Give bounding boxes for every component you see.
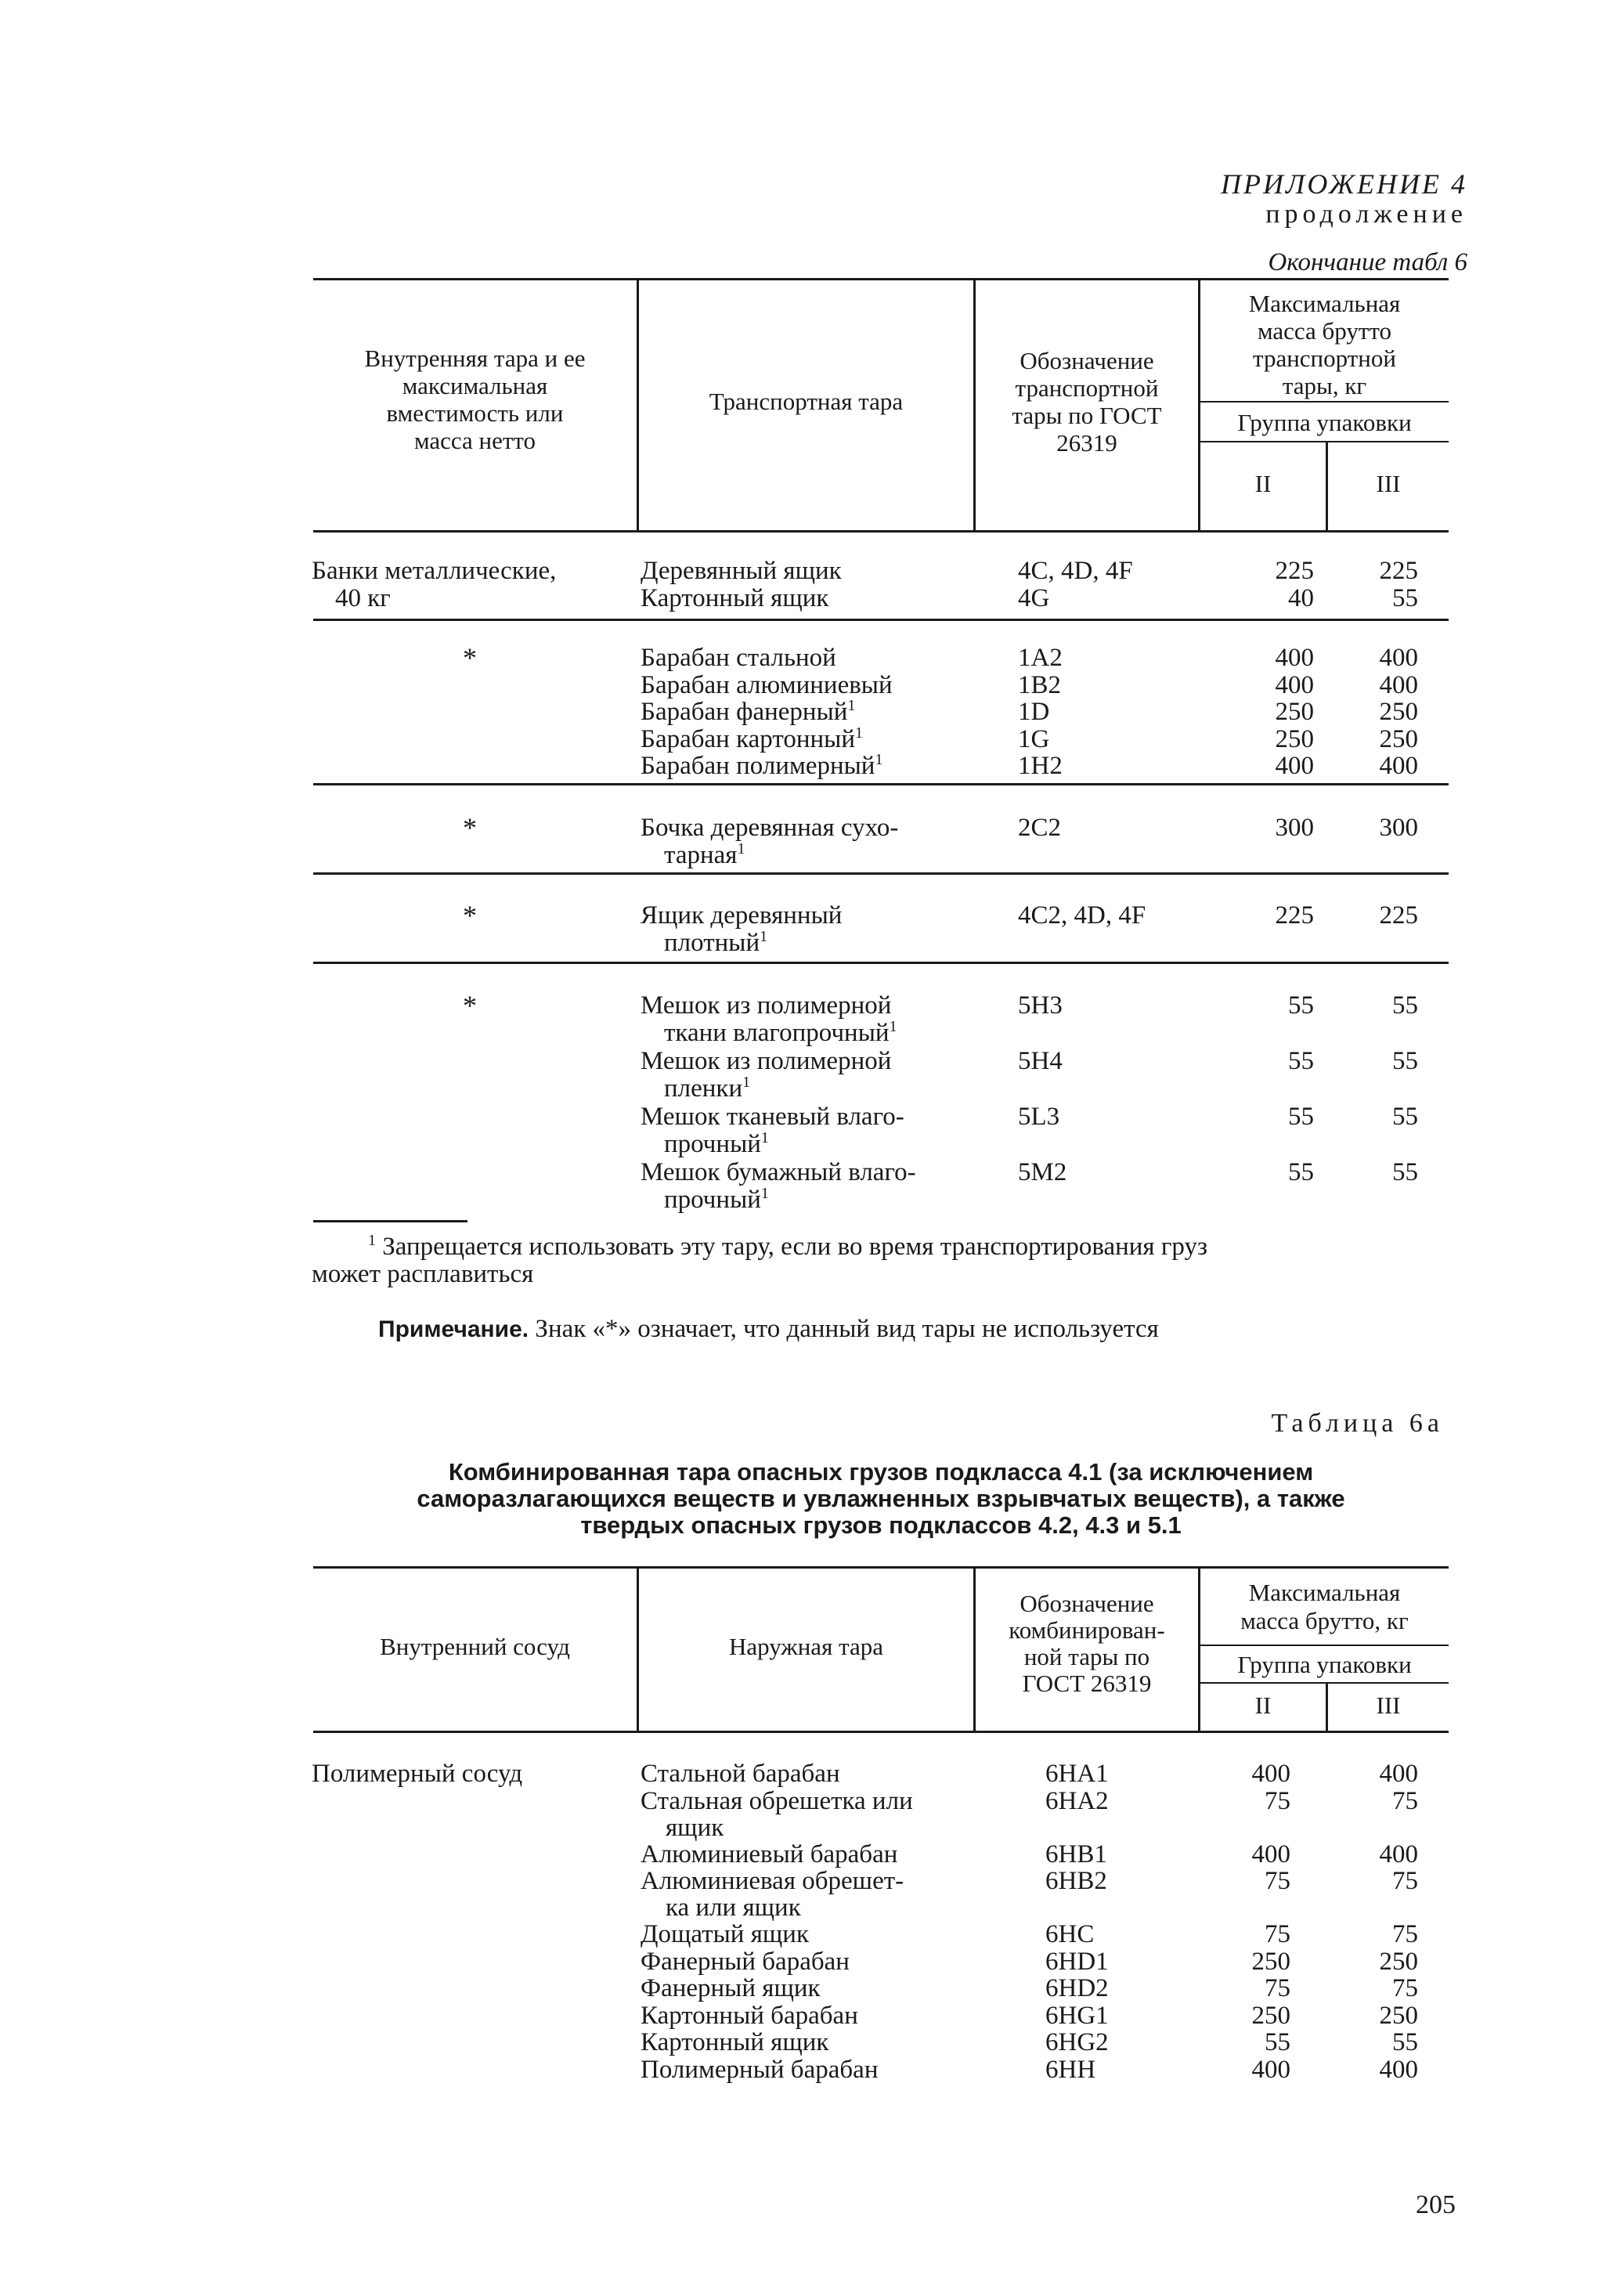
transport-tara: прочный$^1$ <box>664 1128 769 1158</box>
header-gost-code: Обозначение <box>1020 347 1154 374</box>
gost-code: 6НН <box>1045 2055 1096 2084</box>
gost-code: 1D <box>1018 698 1050 726</box>
mass-group-ii: 40 <box>1288 583 1314 612</box>
header-divider <box>1198 441 1449 442</box>
mass-group-iii: 55 <box>1392 1158 1418 1186</box>
note-text: Знак «*» означает, что данный вид тары не используется <box>535 1315 1159 1343</box>
mass-group-iii: 400 <box>1379 670 1418 699</box>
outer-tara: Дощатый ящик <box>641 1920 809 1948</box>
header-max-mass: Максимальная <box>1248 1579 1401 1606</box>
outer-tara: ка или ящик <box>666 1894 801 1922</box>
mass-group-ii: 250 <box>1251 2001 1290 2030</box>
mass-group-ii: 400 <box>1251 1840 1290 1868</box>
gost-code: 6НА1 <box>1045 1760 1109 1788</box>
footnote-ref: 1 <box>847 697 856 714</box>
not-used-marker: * <box>463 900 477 931</box>
group-rule <box>313 872 1449 875</box>
inner-vessel: Полимерный сосуд <box>312 1760 523 1788</box>
transport-tara: плотный$^1$ <box>664 927 768 957</box>
mass-group-ii: 75 <box>1265 1920 1290 1948</box>
mass-group-iii: 400 <box>1379 752 1418 780</box>
title-line: Комбинированная тара опасных грузов подкласса 4.1 (за исключением <box>448 1458 1314 1486</box>
header-max-mass: масса брутто, кг <box>1240 1607 1409 1634</box>
mass-group-iii: 55 <box>1392 2028 1418 2056</box>
mass-group-ii: 400 <box>1275 752 1314 780</box>
transport-tara: Мешок бумажный влаго- <box>641 1158 916 1186</box>
group-rule <box>313 962 1449 964</box>
mass-group-iii: 75 <box>1392 1867 1418 1895</box>
transport-tara: прочный$^1$ <box>664 1184 769 1214</box>
mass-group-iii: 55 <box>1392 1103 1418 1131</box>
mass-group-ii: 225 <box>1275 901 1314 930</box>
gost-code: 5Н4 <box>1018 1047 1063 1075</box>
table-end-label: Окончание табл 6 <box>1268 248 1467 276</box>
footnote-line-1 <box>368 1233 1207 1261</box>
transport-tara: Барабан стальной <box>641 644 836 672</box>
mass-group-iii: 250 <box>1379 2001 1418 2030</box>
title-line: саморазлагающихся веществ и увлажненных взрывчатых веществ), а также <box>417 1485 1345 1512</box>
mass-group-ii: 55 <box>1288 1158 1314 1186</box>
gost-code: 4С, 4D, 4F <box>1018 557 1133 585</box>
mass-group-iii: 400 <box>1379 2055 1418 2084</box>
mass-group-ii: 55 <box>1288 1103 1314 1131</box>
inner-tara: 40 кг <box>335 583 391 612</box>
mass-group-iii: 400 <box>1379 1760 1418 1788</box>
transport-tara: Барабан картонный$^1$ <box>641 724 863 753</box>
header-divider <box>1198 401 1449 403</box>
mass-group-ii: 400 <box>1275 670 1314 699</box>
mass-group-ii: 250 <box>1275 698 1314 726</box>
header-max-mass: Максимальная <box>1248 290 1401 317</box>
footnote-ref: 1 <box>760 927 768 945</box>
transport-tara: Барабан алюминиевый <box>641 670 893 699</box>
not-used-marker: * <box>463 642 477 673</box>
mass-group-iii: 250 <box>1379 1947 1418 1976</box>
mass-group-iii: 400 <box>1379 1840 1418 1868</box>
header-divider <box>1198 1645 1449 1646</box>
transport-tara: Деревянный ящик <box>641 557 842 585</box>
footnote-ref: 1 <box>737 839 745 857</box>
gost-code: 6HD1 <box>1045 1947 1109 1976</box>
transport-tara: пленки$^1$ <box>664 1073 751 1103</box>
header-group-iii: III <box>1376 1692 1401 1719</box>
header-inner-tara: вместимость или <box>386 399 564 427</box>
header-max-mass: масса брутто <box>1257 317 1392 345</box>
mass-group-iii: 225 <box>1379 557 1418 585</box>
gost-code: 2С2 <box>1018 814 1062 842</box>
transport-tara: Барабан полимерный$^1$ <box>641 751 883 780</box>
not-used-marker: * <box>463 990 477 1021</box>
transport-tara: Мешок из полимерной <box>641 1047 892 1075</box>
footnote-ref: 1 <box>760 1184 769 1202</box>
mass-group-iii: 75 <box>1392 1974 1418 2002</box>
mass-group-iii: 250 <box>1379 698 1418 726</box>
footnote-ref: 1 <box>875 751 883 768</box>
header-packing-group: Группа упаковки <box>1237 1651 1412 1678</box>
footnote-line-2: может расплавиться <box>312 1260 534 1288</box>
outer-tara: Картонный барабан <box>641 2001 858 2030</box>
mass-group-ii: 55 <box>1288 991 1314 1020</box>
gost-code: 4G <box>1018 583 1050 612</box>
gost-code: 5L3 <box>1018 1103 1060 1131</box>
mass-group-ii: 75 <box>1265 1974 1290 2002</box>
header-inner-vessel: Внутренний сосуд <box>380 1633 570 1660</box>
header-max-mass: транспортной <box>1253 345 1396 372</box>
mass-group-iii: 55 <box>1392 1047 1418 1075</box>
note-label: Примечание. <box>378 1316 529 1342</box>
mass-group-ii: 250 <box>1275 724 1314 753</box>
mass-group-iii: 225 <box>1379 901 1418 930</box>
gost-code: 5М2 <box>1018 1158 1067 1186</box>
header-gost-code: тары по ГОСТ <box>1012 402 1162 429</box>
gost-code: 1А2 <box>1018 644 1063 672</box>
header-group-ii: II <box>1254 470 1272 497</box>
group-rule <box>313 783 1449 785</box>
mass-group-iii: 250 <box>1379 724 1418 753</box>
outer-tara: Фанерный барабан <box>641 1947 850 1976</box>
outer-tara: Полимерный барабан <box>641 2055 879 2084</box>
header-inner-tara: масса нетто <box>413 427 536 454</box>
outer-tara: Алюминиевая обрешет- <box>641 1867 904 1895</box>
header-transport-tara: Транспортная тара <box>709 388 904 415</box>
table-top-rule <box>313 1566 1449 1569</box>
transport-tara: ткани влагопрочный$^1$ <box>664 1017 897 1047</box>
outer-tara: ящик <box>666 1813 724 1842</box>
not-used-marker: * <box>463 812 477 843</box>
header-gost-code: Обозначение <box>1020 1590 1154 1617</box>
gost-code: 1G <box>1018 724 1050 753</box>
outer-tara: Картонный ящик <box>641 2028 829 2056</box>
header-gost-code: ной тары по <box>1023 1643 1150 1670</box>
inner-tara: Банки металлические, <box>312 557 557 585</box>
mass-group-iii: 55 <box>1392 583 1418 612</box>
note <box>378 1316 1159 1343</box>
footnote-ref: 1 <box>854 724 863 742</box>
mass-group-ii: 55 <box>1288 1047 1314 1075</box>
header-outer-tara: Наружная тара <box>728 1633 884 1660</box>
continuation-label: продолжение <box>1265 200 1467 229</box>
mass-group-ii: 225 <box>1275 557 1314 585</box>
mass-group-iii: 300 <box>1379 814 1418 842</box>
header-inner-tara: Внутренняя тара и ее <box>364 345 586 372</box>
mass-group-ii: 250 <box>1251 1947 1290 1976</box>
transport-tara: Картонный ящик <box>641 583 829 612</box>
mass-group-ii: 400 <box>1275 644 1314 672</box>
transport-tara: Мешок тканевый влаго- <box>641 1103 904 1131</box>
mass-group-iii: 75 <box>1392 1920 1418 1948</box>
mass-group-iii: 400 <box>1379 644 1418 672</box>
header-divider <box>1198 1682 1449 1684</box>
footnote-ref: 1 <box>889 1017 897 1035</box>
gost-code: 6HG2 <box>1045 2028 1109 2056</box>
outer-tara: Алюминиевый барабан <box>641 1840 898 1868</box>
mass-group-ii: 400 <box>1251 2055 1290 2084</box>
gost-code: 6НВ1 <box>1045 1840 1107 1868</box>
gost-code: 6НВ2 <box>1045 1867 1107 1895</box>
header-packing-group: Группа упаковки <box>1237 409 1412 436</box>
table-top-rule <box>313 278 1449 280</box>
transport-tara: Бочка деревянная сухо- <box>641 814 899 842</box>
gost-code: 6НА2 <box>1045 1786 1109 1815</box>
footnote-ref: 1 <box>742 1073 751 1091</box>
footnote-ref: 1 <box>760 1128 769 1146</box>
title-line: твердых опасных грузов подклассов 4.2, 4.3 и 5.1 <box>580 1511 1182 1539</box>
transport-tara: Барабан фанерный$^1$ <box>641 697 856 726</box>
transport-tara: Мешок из полимерной <box>641 991 892 1020</box>
appendix-title: ПРИЛОЖЕНИЕ 4 <box>1221 168 1467 200</box>
header-gost-code: транспортной <box>1015 374 1159 402</box>
outer-tara: Стальной барабан <box>641 1760 840 1788</box>
gost-code: 1В2 <box>1018 670 1062 699</box>
table-6a-label: Таблица 6а <box>1271 1409 1444 1438</box>
header-group-iii: III <box>1376 470 1401 497</box>
gost-code: 6HD2 <box>1045 1974 1109 2002</box>
header-gost-code: ГОСТ 26319 <box>1022 1670 1152 1697</box>
gost-code: 6HG1 <box>1045 2001 1109 2030</box>
footnote-marker: 1 <box>368 1232 376 1249</box>
header-bottom-rule <box>313 530 1449 533</box>
transport-tara: тарная$^1$ <box>664 839 745 869</box>
mass-group-iii: 75 <box>1392 1786 1418 1815</box>
header-group-ii: II <box>1254 1692 1272 1719</box>
header-max-mass: тары, кг <box>1282 372 1367 399</box>
gost-code: 1Н2 <box>1018 752 1063 780</box>
footnote-text: Запрещается использовать эту тару, если во время транспортирования груз <box>382 1233 1207 1261</box>
gost-code: 6НС <box>1045 1920 1095 1948</box>
mass-group-ii: 75 <box>1265 1786 1290 1815</box>
page-number: 205 <box>1416 2190 1456 2219</box>
mass-group-ii: 400 <box>1251 1760 1290 1788</box>
header-gost-code: комбинирован- <box>1009 1616 1165 1644</box>
header-inner-tara: максимальная <box>402 372 548 399</box>
mass-group-ii: 75 <box>1265 1867 1290 1895</box>
outer-tara: Фанерный ящик <box>641 1974 821 2002</box>
gost-code: 5Н3 <box>1018 991 1063 1020</box>
header-gost-code: 26319 <box>1056 429 1117 457</box>
mass-group-iii: 55 <box>1392 991 1418 1020</box>
gost-code: 4С2, 4D, 4F <box>1018 901 1146 930</box>
group-rule <box>313 619 1449 621</box>
footnote-rule <box>313 1220 467 1222</box>
transport-tara: Ящик деревянный <box>641 901 843 930</box>
outer-tara: Стальная обрешетка или <box>641 1786 913 1815</box>
mass-group-ii: 300 <box>1275 814 1314 842</box>
mass-group-ii: 55 <box>1265 2028 1290 2056</box>
header-bottom-rule <box>313 1731 1449 1733</box>
